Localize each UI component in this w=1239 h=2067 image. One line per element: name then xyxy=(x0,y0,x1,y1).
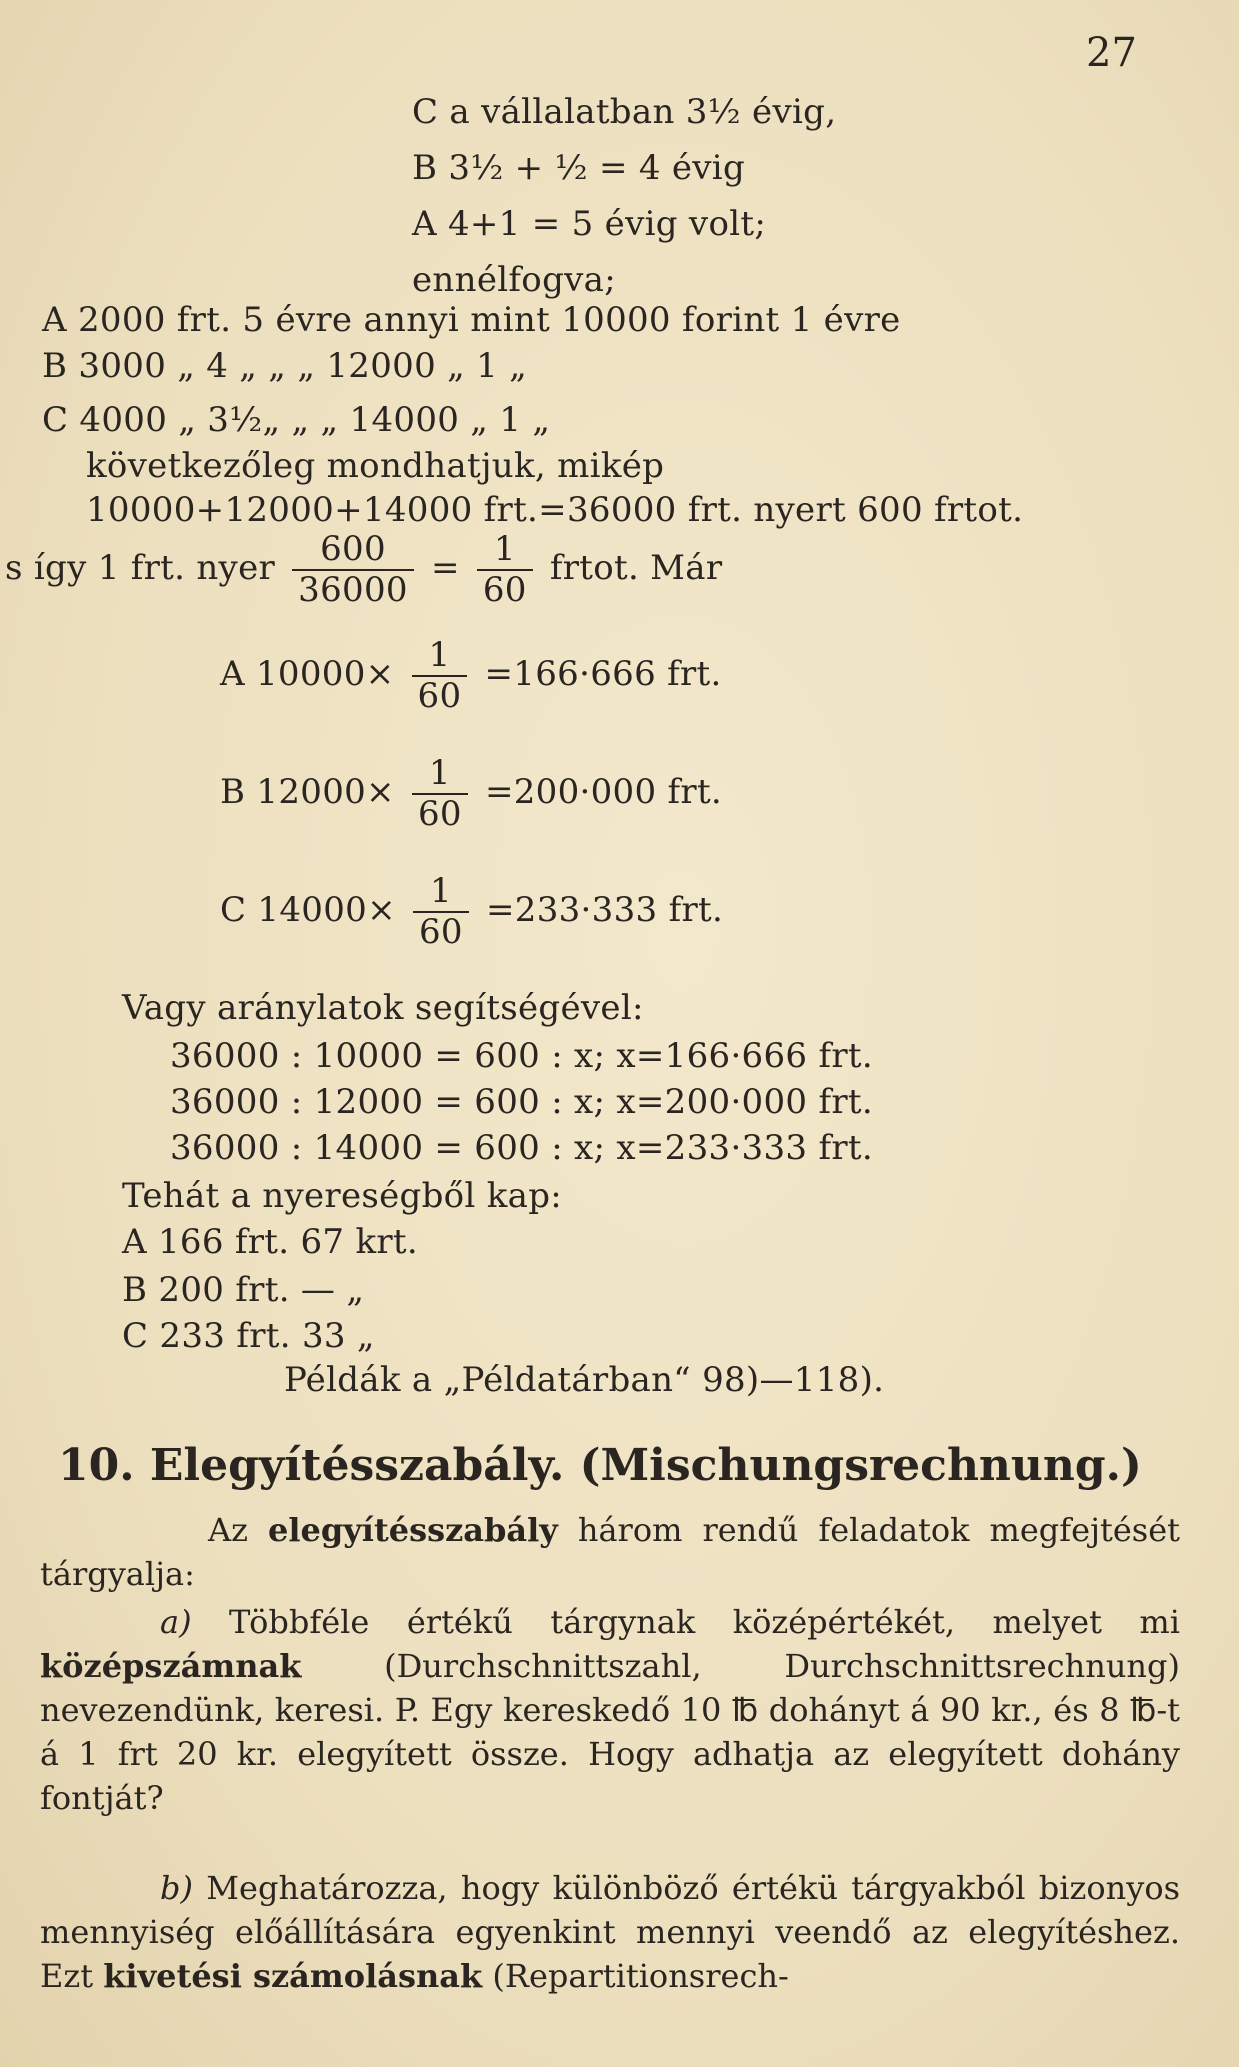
paragraph-a xyxy=(40,1600,1180,1820)
result-b: B 200 frt. — „ xyxy=(122,1270,365,1310)
equation-prefix: s így 1 frt. nyer xyxy=(5,548,276,589)
equation-suffix: frtot. Már xyxy=(549,548,723,589)
result-c: C 233 frt. 33 „ xyxy=(122,1316,375,1356)
equation-c xyxy=(220,872,723,952)
equals-sign: = xyxy=(430,548,460,589)
bold-term: elegyítésszabály xyxy=(267,1511,558,1549)
text-line-4: ennélfogva; xyxy=(412,260,616,300)
fraction-denominator: 36000 xyxy=(292,569,414,610)
text-line-9: 10000+12000+14000 frt.=36000 frt. nyert 600 frtot. xyxy=(86,490,1024,530)
results-intro: Tehát a nyereségből kap: xyxy=(122,1176,563,1216)
text-line-6: B 3000 „ 4 „ „ „ 12000 „ 1 „ xyxy=(42,346,528,386)
equation-prefix: A 10000× xyxy=(220,654,395,695)
fraction-numerator: 1 xyxy=(428,753,451,793)
fraction-numerator: 600 xyxy=(320,529,386,569)
equation-per-forint xyxy=(5,530,722,610)
item-label: a) xyxy=(160,1603,192,1641)
equation-result: =200·000 frt. xyxy=(484,772,723,813)
item-label: b) xyxy=(160,1869,193,1907)
fraction-denominator: 60 xyxy=(477,569,533,610)
text-line-3: A 4+1 = 5 évig volt; xyxy=(412,204,767,244)
proportions-intro: Vagy aránylatok segítségével: xyxy=(122,988,644,1028)
fraction-1-60 xyxy=(412,636,468,716)
fraction-numerator: 1 xyxy=(493,529,516,569)
bold-term: középszámnak xyxy=(40,1647,302,1685)
section-heading: 10. Elegyítésszabály. (Mischungsrechnung.) xyxy=(58,1440,1142,1491)
equation-b xyxy=(220,754,722,834)
fraction-1-60 xyxy=(477,530,533,610)
examples-reference: Példák a „Példatárban“ 98)—118). xyxy=(284,1360,885,1400)
text: (Repartitionsrech- xyxy=(482,1957,789,1995)
fraction-numerator: 1 xyxy=(429,871,452,911)
fraction-denominator: 60 xyxy=(413,911,469,952)
equation-a xyxy=(220,636,722,716)
text: három rendű feladatok megfejtését tárgyalja: xyxy=(40,1511,1181,1593)
equation-result: =166·666 frt. xyxy=(484,654,722,695)
fraction-numerator: 1 xyxy=(428,635,451,675)
equation-prefix: B 12000× xyxy=(220,772,395,813)
fraction-denominator: 60 xyxy=(412,675,468,716)
proportion-line-1: 36000 : 10000 = 600 : x; x=166·666 frt. xyxy=(170,1036,873,1076)
text: Meghatározza, hogy különböző értékü tárgyakból bizonyos mennyiség előállítására egyenkint mennyi veendő az elegyítéshez. Ezt xyxy=(40,1869,1180,1995)
text: Többféle értékű tárgynak középértékét, melyet mi xyxy=(191,1603,1180,1641)
text-line-8: következőleg mondhatjuk, mikép xyxy=(86,446,665,486)
bold-term: kivetési számolásnak xyxy=(103,1957,483,1995)
fraction-1-60 xyxy=(412,754,468,834)
fraction-1-60 xyxy=(413,872,469,952)
text-line-5: A 2000 frt. 5 évre annyi mint 10000 forint 1 évre xyxy=(42,300,901,340)
fraction-600-36000 xyxy=(292,530,414,610)
paragraph-b xyxy=(40,1866,1180,1998)
result-a: A 166 frt. 67 krt. xyxy=(122,1222,418,1262)
text: (Durchschnittszahl, Durchschnittsrechnung) nevezendünk, keresi. P. Egy kereskedő 10 ℔ dohányt á 90 kr., és 8 ℔-t á 1 frt 20 kr. elegyített össze. Hogy adhatja az elegyített dohány fontját? xyxy=(40,1647,1180,1817)
fraction-denominator: 60 xyxy=(412,793,468,834)
equation-result: =233·333 frt. xyxy=(485,890,724,931)
text: Az xyxy=(208,1511,268,1549)
text-line-7: C 4000 „ 3½„ „ „ 14000 „ 1 „ xyxy=(42,400,551,440)
proportion-line-2: 36000 : 12000 = 600 : x; x=200·000 frt. xyxy=(170,1082,873,1122)
proportion-line-3: 36000 : 14000 = 600 : x; x=233·333 frt. xyxy=(170,1128,873,1168)
text-line-1: C a vállalatban 3½ évig, xyxy=(412,92,837,132)
equation-prefix: C 14000× xyxy=(220,890,396,931)
page-number: 27 xyxy=(1086,30,1137,76)
paragraph-intro xyxy=(40,1508,1180,1596)
text-line-2: B 3½ + ½ = 4 évig xyxy=(412,148,746,188)
